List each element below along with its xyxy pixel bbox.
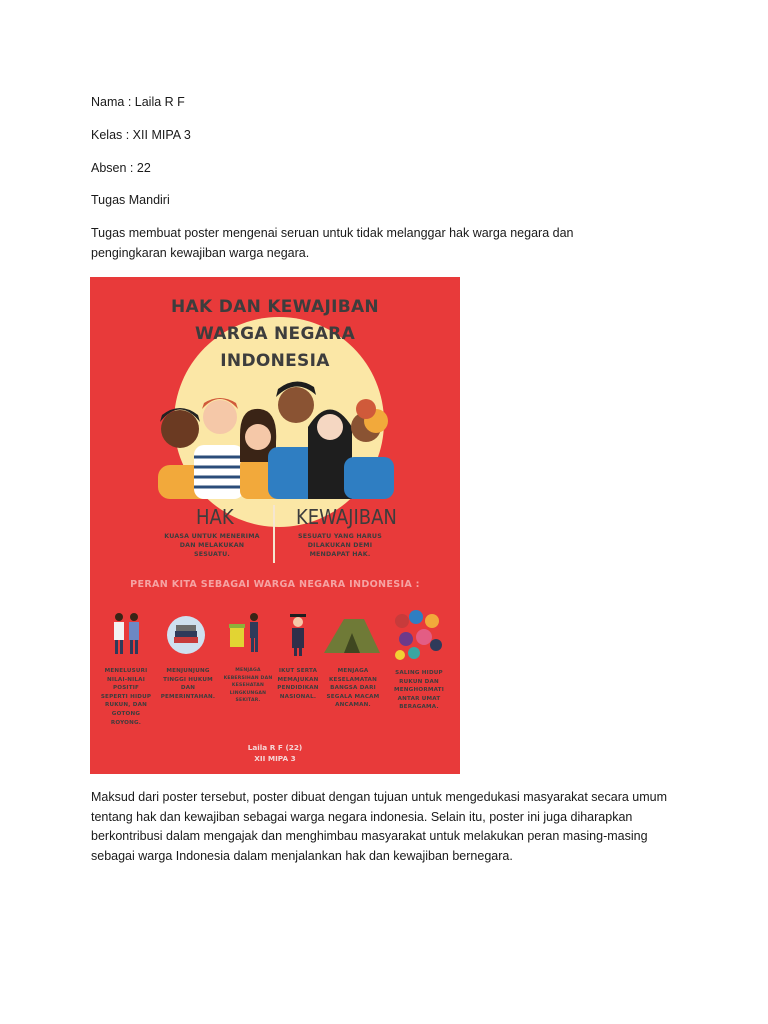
conclusion-line: Maksud dari poster tersebut, poster dibuat dengan tujuan untuk mengedukasi masyarakat secara umum xyxy=(91,790,668,804)
conclusion-line: tentang hak dan kewajiban sebagai warga negara indonesia. Selain itu, poster ini juga diharapkan xyxy=(91,809,633,824)
intro-line: pengingkaran kewajiban warga negara. xyxy=(91,245,310,260)
poster-title-line: INDONESIA xyxy=(220,351,330,371)
role-3-text: MENJAGA KEBERSIHAN DAN KESEHATAN LINGKUNGAN SEKITAR. xyxy=(223,668,273,704)
student-name: Nama : Laila R F xyxy=(91,95,185,109)
poster-author: Laila R F (22) xyxy=(247,743,303,752)
intro-line: Tugas membuat poster mengenai seruan untuk tidak melanggar hak warga negara dan xyxy=(91,226,574,240)
trash-bin-icon xyxy=(226,611,266,659)
people-pair-icon xyxy=(106,611,148,659)
conclusion-line: sebagai warga Indonesia dalam menjalankan hak dan kewajiban bernegara. xyxy=(91,848,513,863)
army-tent-icon xyxy=(322,613,382,657)
hak-description: KUASA UNTUK MENERIMA DAN MELAKUKAN SESUATU. xyxy=(164,533,260,558)
hak-heading: HAK xyxy=(196,505,234,529)
student-absen: Absen : 22 xyxy=(91,161,151,175)
hak-divider xyxy=(273,505,275,563)
diverse-crowd-icon xyxy=(392,609,444,663)
kewajiban-heading: KEWAJIBAN xyxy=(296,505,397,529)
role-5-text: MENJAGA KESELAMATAN BANGSA DARI SEGALA MACAM ANCAMAN. xyxy=(326,668,380,709)
poster-author-class: XII MIPA 3 xyxy=(254,754,296,763)
kewajiban-description: SESUATU YANG HARUS DILAKUKAN DEMI MENDAPAT HAK. xyxy=(298,533,382,558)
role-4-text: IKUT SERTA MEMAJUKAN PENDIDIKAN NASIONAL. xyxy=(277,668,319,700)
intro-paragraph xyxy=(91,224,691,263)
books-icon xyxy=(166,615,206,655)
graduate-icon xyxy=(286,611,310,659)
conclusion-line: berkontribusi dalam mengajak dan menghimbau masyarakat untuk melakukan peran masing-masing xyxy=(91,829,648,844)
poster-title-line: WARGA NEGARA xyxy=(194,324,356,344)
role-1-text: MENELUSURI NILAI-NILAI POSITIF SEPERTI HIDUP RUKUN, DAN GOTONG ROYONG. xyxy=(100,668,152,726)
role-2-text: MENJUNJUNG TINGGI HUKUM DAN PEMERINTAHAN. xyxy=(160,668,216,700)
poster-title-line: HAK DAN KEWAJIBAN xyxy=(171,297,379,317)
role-6-text: SALING HIDUP RUKUN DAN MENGHORMATI ANTAR UMAT BERAGAMA. xyxy=(394,670,444,711)
roles-title: PERAN KITA SEBAGAI WARGA NEGARA INDONESIA : xyxy=(130,579,420,590)
poster-image xyxy=(90,277,460,774)
task-label: Tugas Mandiri xyxy=(91,193,170,207)
people-group-illustration xyxy=(90,277,460,507)
student-class: Kelas : XII MIPA 3 xyxy=(91,128,191,142)
conclusion-paragraph xyxy=(91,788,691,866)
